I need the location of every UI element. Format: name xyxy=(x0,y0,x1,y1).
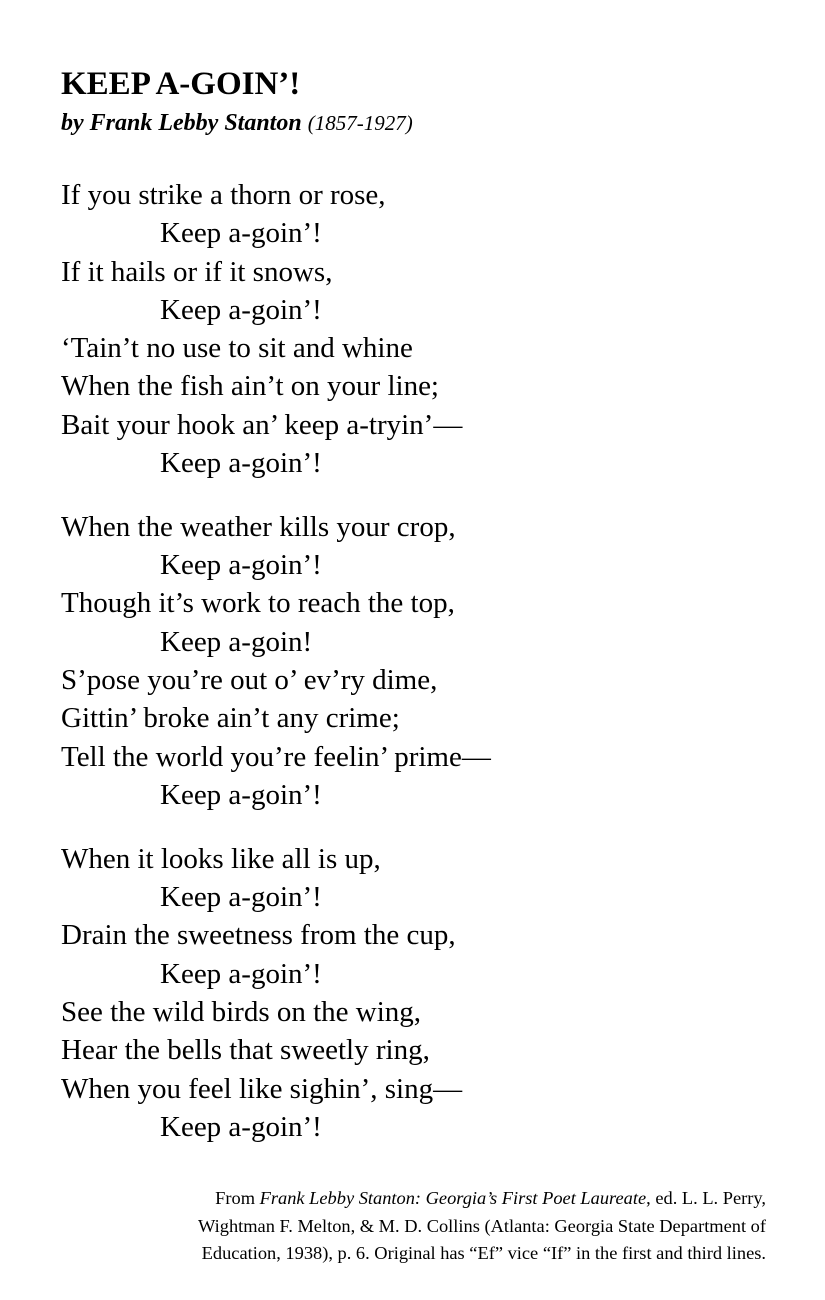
poem-line: When the weather kills your crop, xyxy=(61,510,456,543)
stanza-2 xyxy=(61,508,801,814)
stanza-3 xyxy=(61,840,801,1146)
poem-line: If it hails or if it snows, xyxy=(61,255,333,288)
poem-title: KEEP A-GOIN’! xyxy=(61,66,301,102)
poem-line: ‘Tain’t no use to sit and whine xyxy=(61,332,413,365)
byline-dates: (1857-1927) xyxy=(307,111,413,135)
poem-line: If you strike a thorn or rose, xyxy=(61,179,386,211)
byline-author: by Frank Lebby Stanton xyxy=(61,110,302,136)
poem-line: When the fish ain’t on your line; xyxy=(61,370,439,403)
refrain-line: Keep a-goin’! xyxy=(160,293,322,326)
footnote-line3: Education, 1938), p. 6. Original has “Ef” vice “If” in the first and third lines. xyxy=(201,1243,766,1263)
byline xyxy=(61,108,413,138)
footnote-line2: Wightman F. Melton, & M. D. Collins (Atlanta: Georgia State Department of xyxy=(198,1215,766,1236)
poem-body xyxy=(61,176,801,1172)
poem-line: Drain the sweetness from the cup, xyxy=(61,919,456,952)
refrain-line: Keep a-goin’! xyxy=(160,549,322,582)
poem-line: Bait your hook an’ keep a-tryin’— xyxy=(61,408,463,441)
poem-line: Tell the world you’re feelin’ prime— xyxy=(61,740,491,773)
refrain-line: Keep a-goin’! xyxy=(160,447,322,480)
poem-line: Hear the bells that sweetly ring, xyxy=(61,1034,430,1067)
refrain-line: Keep a-goin’! xyxy=(160,778,322,811)
poem-line: S’pose you’re out o’ ev’ry dime, xyxy=(61,664,438,697)
source-footnote xyxy=(40,1185,766,1268)
refrain-line: Keep a-goin’! xyxy=(160,881,322,914)
refrain-line: Keep a-goin’! xyxy=(160,957,322,990)
refrain-line: Keep a-goin! xyxy=(160,625,313,658)
poem-line: Gittin’ broke ain’t any crime; xyxy=(61,702,400,735)
footnote-book-title: Frank Lebby Stanton: Georgia’s First Poet Laureate xyxy=(259,1188,647,1208)
poem-line: Though it’s work to reach the top, xyxy=(61,587,455,620)
footnote-prefix: From xyxy=(215,1188,260,1208)
poem-line: When you feel like sighin’, sing— xyxy=(61,1072,463,1105)
refrain-line: Keep a-goin’! xyxy=(160,217,322,250)
poem-line: When it looks like all is up, xyxy=(61,842,381,875)
poem-line: See the wild birds on the wing, xyxy=(61,995,422,1028)
refrain-line: Keep a-goin’! xyxy=(160,1110,322,1143)
footnote-line1-rest: , ed. L. L. Perry, xyxy=(646,1188,766,1208)
stanza-1 xyxy=(61,176,801,482)
